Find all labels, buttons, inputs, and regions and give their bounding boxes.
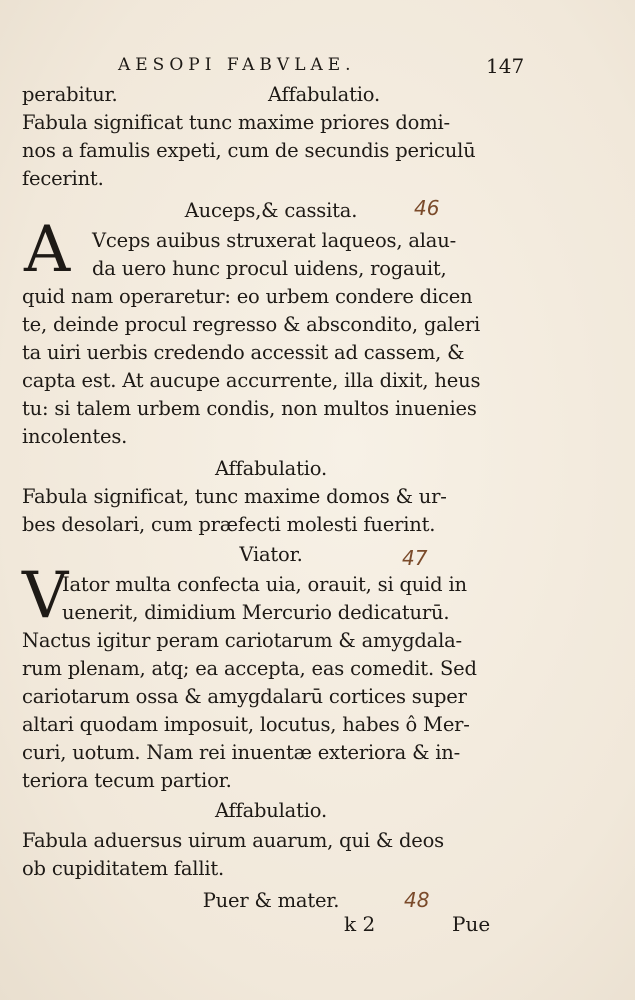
- text-line: ta uiri uerbis credendo accessit ad cassem, &: [22, 341, 465, 364]
- text-line: ob cupiditatem fallit.: [22, 857, 225, 880]
- text-line: uenerit, dimidium Mercurio dedicaturū.: [62, 601, 450, 624]
- text-line: rum plenam, atq; ea accepta, eas comedit. Sed: [22, 657, 477, 680]
- affabulatio-heading: Affabulatio.: [215, 799, 327, 822]
- text-line: quid nam operaretur: eo urbem condere dicen: [22, 285, 473, 308]
- fable-title: Puer & mater.: [202, 889, 340, 912]
- text-line: [22, 82, 520, 108]
- handwritten-annotation: 46: [414, 196, 440, 220]
- text-line: Vceps auibus struxerat laqueos, alau-: [92, 229, 456, 252]
- text-line: cariotarum ossa & amygdalarū cortices super: [22, 685, 467, 708]
- affabulatio-heading: Affabulatio.: [268, 83, 380, 106]
- running-head: AESOPI FABVLAE.: [118, 55, 356, 75]
- text-line: fecerint.: [22, 167, 104, 190]
- signature-mark: k 2: [344, 912, 376, 936]
- catchword: Pue: [452, 912, 491, 936]
- text-line: curi, uotum. Nam rei inuentæ exteriora & in-: [22, 741, 461, 764]
- handwritten-annotation: 48: [404, 888, 430, 912]
- fable-title: Auceps,& cassita.: [184, 199, 358, 222]
- decorated-initial: A: [24, 213, 71, 287]
- text-line: tu: si talem urbem condis, non multos inuenies: [22, 397, 477, 420]
- decorated-initial: V: [22, 559, 69, 633]
- text-line: bes desolari, cum præfecti molesti fuerint.: [22, 513, 436, 536]
- fable-title: Viator.: [239, 543, 303, 566]
- affabulatio-heading: Affabulatio.: [215, 457, 327, 480]
- text-line: Iator multa confecta uia, orauit, si quid in: [62, 573, 467, 596]
- text-fragment: perabitur.: [22, 83, 118, 106]
- text-line: te, deinde procul regresso & abscondito, galeri: [22, 313, 481, 336]
- text-line: Fabula significat, tunc maxime domos & ur-: [22, 485, 447, 508]
- text-line: da uero hunc procul uidens, rogauit,: [92, 257, 447, 280]
- handwritten-annotation: 47: [402, 546, 428, 570]
- text-line: altari quodam imposuit, locutus, habes ô Mer-: [22, 713, 470, 736]
- text-line: capta est. At aucupe accurrente, illa dixit, heus: [22, 369, 481, 392]
- text-line: Fabula aduersus uirum auarum, qui & deos: [22, 829, 444, 852]
- text-line: Nactus igitur peram cariotarum & amygdala-: [22, 629, 462, 652]
- text-line: teriora tecum partior.: [22, 769, 232, 792]
- text-line: incolentes.: [22, 425, 128, 448]
- text-line: Fabula significat tunc maxime priores domi-: [22, 111, 450, 134]
- page-number: 147: [486, 54, 525, 78]
- text-line: nos a famulis expeti, cum de secundis periculū: [22, 139, 476, 162]
